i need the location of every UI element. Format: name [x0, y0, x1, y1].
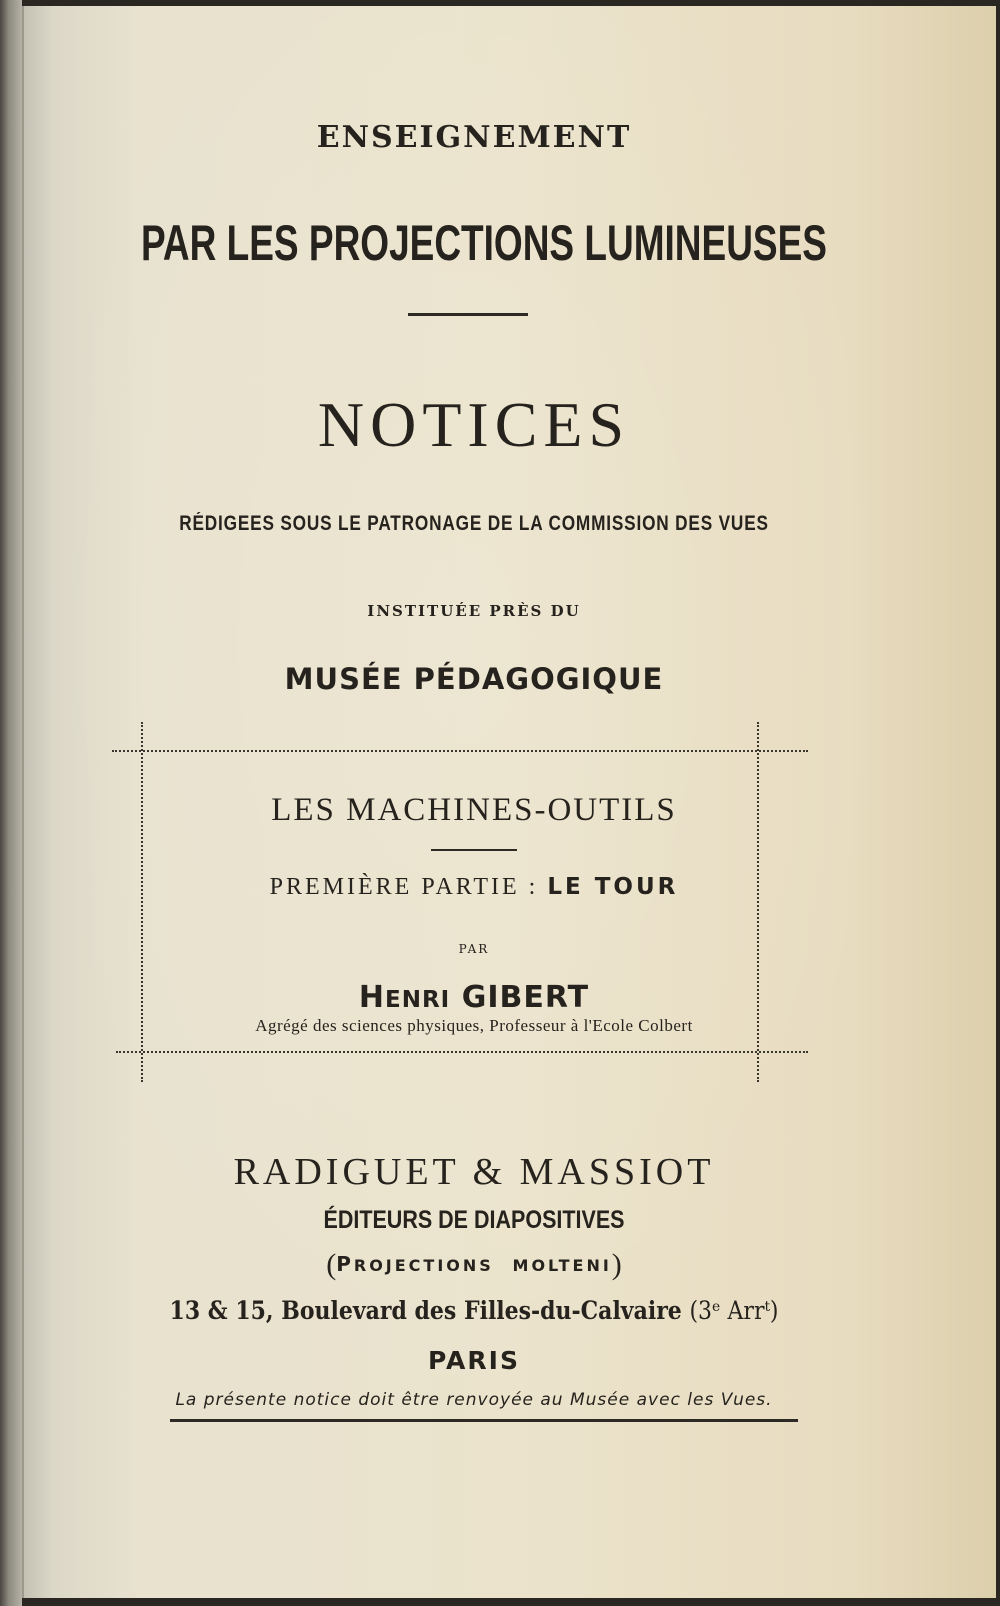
- footer-rule: [170, 1419, 798, 1422]
- author-name: [24, 980, 924, 1015]
- part-prefix: PREMIÈRE PARTIE :: [269, 874, 548, 900]
- book-spine: [0, 0, 22, 1606]
- frame-bottom-border: [116, 1047, 808, 1053]
- publisher-city: PARIS: [428, 1346, 520, 1375]
- projections-rest: ROJECTIONS: [353, 1256, 494, 1275]
- molteni: MOLTENI: [512, 1256, 612, 1275]
- frame-top-border: [112, 746, 808, 752]
- projections-first: P: [336, 1252, 354, 1276]
- return-notice: La présente notice doit être renvoyée au Musée avec les Vues.: [175, 1390, 773, 1410]
- publisher-projections: [24, 1248, 924, 1282]
- author-title: Agrégé des sciences physiques, Professeur à l'Ecole Colbert: [255, 1016, 693, 1035]
- address-arrondissement: (3ᵉ Arrᵗ): [689, 1296, 779, 1325]
- paren-open: (: [326, 1248, 337, 1281]
- divider-rule: [408, 313, 528, 316]
- paren-close: ): [611, 1248, 622, 1281]
- header-line-2: PAR LES PROJECTIONS LUMINEUSES: [141, 215, 827, 271]
- part-name: LE TOUR: [547, 874, 679, 900]
- address-main: 13 & 15, Boulevard des Filles-du-Calvaire: [169, 1296, 690, 1325]
- publisher-role: ÉDITEURS DE DIAPOSITIVES: [323, 1206, 625, 1234]
- subtitle-instituee: INSTITUÉE PRÈS DU: [367, 602, 581, 620]
- topic-title: LES MACHINES-OUTILS: [271, 792, 677, 828]
- author-last: GIBERT: [461, 980, 590, 1015]
- subtitle-redigees: RÉDIGEES SOUS LE PATRONAGE DE LA COMMISSION DES VUES: [179, 512, 769, 535]
- header-line-1: ENSEIGNEMENT: [316, 120, 632, 155]
- author-first-initial: H: [358, 980, 386, 1015]
- part-title: [24, 874, 924, 901]
- main-title: NOTICES: [317, 389, 631, 460]
- publisher-name: RADIGUET & MASSIOT: [233, 1151, 715, 1193]
- author-first-rest: ENRI: [385, 987, 451, 1013]
- by-label: PAR: [458, 942, 490, 956]
- publisher-address: [78, 1296, 870, 1325]
- topic-rule: [431, 849, 517, 851]
- title-page: [22, 6, 996, 1598]
- subtitle-musee: MUSÉE PÉDAGOGIQUE: [284, 662, 664, 696]
